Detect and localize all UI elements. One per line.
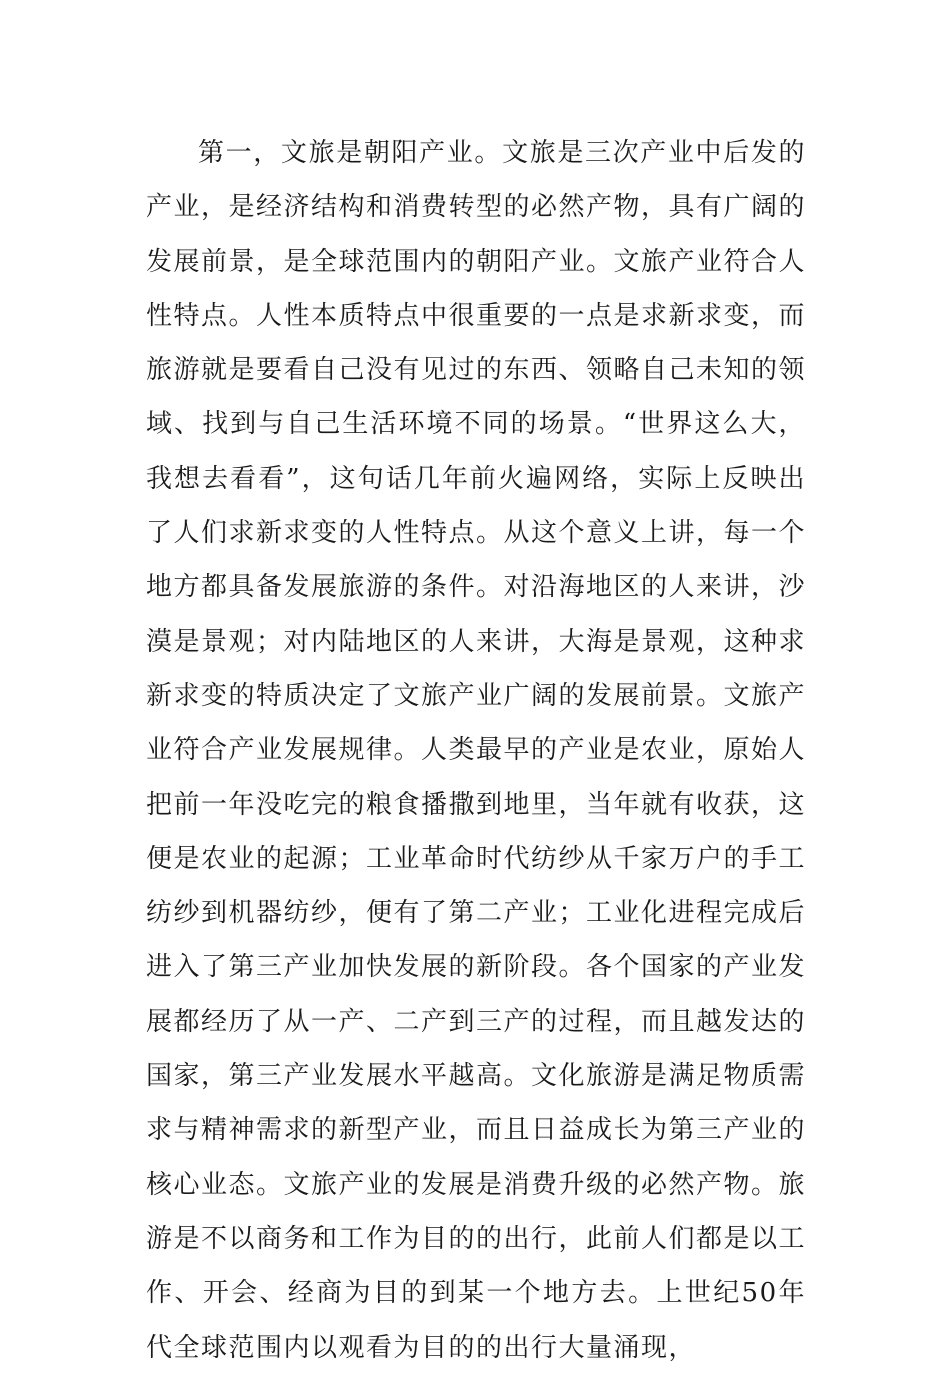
body-paragraph: 第一，文旅是朝阳产业。文旅是三次产业中后发的产业，是经济结构和消费转型的必然产物，具有广阔的发展前景，是全球范围内的朝阳产业。文旅产业符合人性特点。人性本质特点中很重要的一点是求新求变，而旅游就是要看自己没有见过的东西、领略自己未知的领域、找到与自己生活环境不同的场景。“世界这么大，我想去看看”，这句话几年前火遍网络，实际上反映出了人们求新求变的人性特点。从这个意义上讲，每一个地方都具备发展旅游的条件。对沿海地区的人来讲，沙漠是景观；对内陆地区的人来讲，大海是景观，这种求新求变的特质决定了文旅产业广阔的发展前景。文旅产业符合产业发展规律。人类最早的产业是农业，原始人把前一年没吃完的粮食播撒到地里，当年就有收获，这便是农业的起源；工业革命时代纺纱从千家万户的手工纺纱到机器纺纱，便有了第二产业；工业化进程完成后进入了第三产业加快发展的新阶段。各个国家的产业发展都经历了从一产、二产到三产的过程，而且越发达的国家，第三产业发展水平越高。文化旅游是满足物质需求与精神需求的新型产业，而且日益成长为第三产业的核心业态。文旅产业的发展是消费升级的必然产物。旅游是不以商务和工作为目的的出行，此前人们都是以工作、开会、经商为目的到某一个地方去。上世纪50年代全球范围内以观看为目的的出行大量涌现， <box>146 138 807 1363</box>
